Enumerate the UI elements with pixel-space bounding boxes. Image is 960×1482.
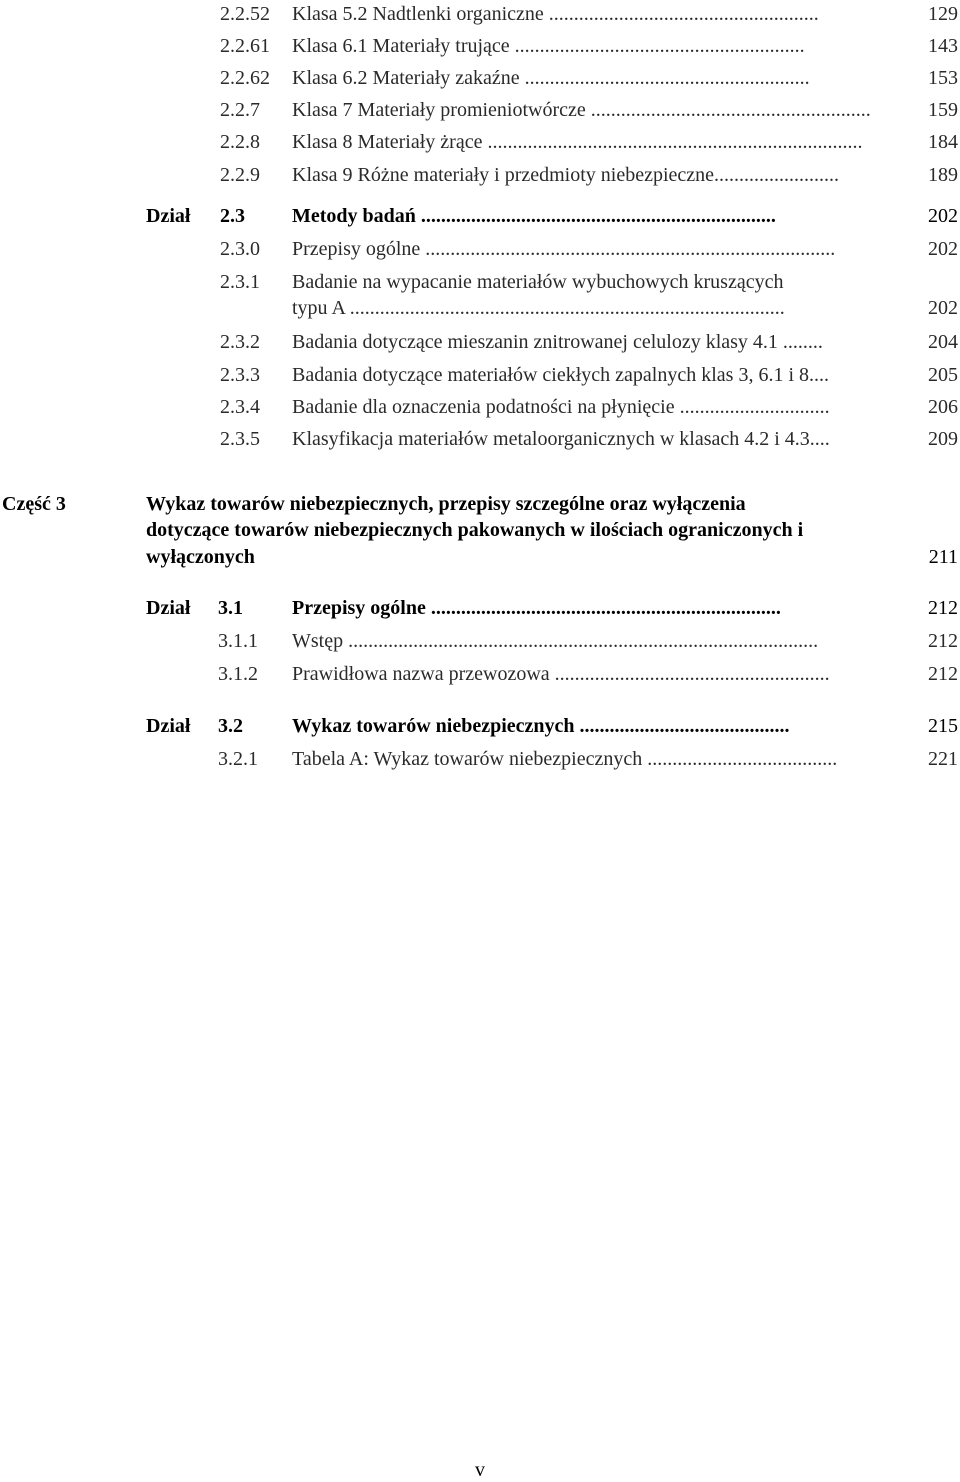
toc-title: Klasyfikacja materiałów metaloorganicznych w klasach 4.2 i 4.3....	[292, 428, 830, 450]
toc-number: 2.3.4	[220, 396, 260, 418]
toc-row-2-2-61[interactable]	[220, 34, 958, 58]
toc-page: 221	[928, 748, 958, 770]
toc-number: 3.2.1	[218, 748, 258, 770]
toc-number: 2.2.8	[220, 131, 260, 153]
toc-page: 205	[928, 364, 958, 386]
toc-number: 2.2.62	[220, 67, 270, 89]
toc-page: 129	[928, 3, 958, 25]
section-title: Wykaz towarów niebezpiecznych ..........................................	[292, 715, 790, 737]
part-label: Część 3	[2, 493, 66, 515]
toc-number: 2.2.7	[220, 99, 260, 121]
toc-number: 2.2.61	[220, 35, 270, 57]
toc-section-2-3[interactable]	[146, 204, 958, 228]
toc-title-continued: typu A .......................................................................................	[292, 297, 785, 319]
toc-number: 3.1.2	[218, 663, 258, 685]
toc-title: Badanie na wypacanie materiałów wybuchowych kruszących	[292, 271, 784, 293]
toc-title: Przepisy ogólne ..................................................................................	[292, 238, 836, 260]
section-number: 3.2	[218, 715, 243, 737]
part-title-line-2: dotyczące towarów niebezpiecznych pakowanych w ilościach ograniczonych i	[146, 519, 804, 541]
toc-page: 209	[928, 428, 958, 450]
toc-title: Prawidłowa nazwa przewozowa .......................................................	[292, 663, 830, 685]
toc-section-3-2[interactable]	[146, 714, 958, 738]
toc-title: Wstęp ..............................................................................................	[292, 630, 819, 652]
section-label: Dział	[146, 715, 191, 737]
toc-title: Badania dotyczące materiałów ciekłych zapalnych klas 3, 6.1 i 8....	[292, 364, 830, 386]
toc-page: 202	[928, 297, 958, 319]
toc-row-2-3-4[interactable]	[220, 395, 958, 419]
toc-title: Badanie dla oznaczenia podatności na płynięcie ..............................	[292, 396, 830, 418]
toc-row-2-3-2[interactable]	[220, 330, 958, 354]
toc-page: 202	[928, 238, 958, 260]
toc-number: 2.2.9	[220, 164, 260, 186]
toc-page: 189	[928, 164, 958, 186]
toc-title: Badania dotyczące mieszanin znitrowanej celulozy klasy 4.1 ........	[292, 331, 823, 353]
toc-title: Klasa 5.2 Nadtlenki organiczne ......................................................	[292, 3, 819, 25]
toc-row-2-2-8[interactable]	[220, 130, 958, 154]
toc-page: 153	[928, 67, 958, 89]
toc-row-3-2-1[interactable]	[218, 747, 958, 771]
toc-part-3[interactable]	[0, 492, 958, 572]
toc-page: 212	[928, 597, 958, 619]
toc-page: 202	[928, 205, 958, 227]
toc-number: 2.3.5	[220, 428, 260, 450]
toc-page: 211	[928, 546, 958, 568]
toc-row-2-2-52[interactable]	[220, 2, 958, 26]
toc-title: Klasa 9 Różne materiały i przedmioty niebezpieczne.........................	[292, 164, 840, 186]
toc-number: 2.3.0	[220, 238, 260, 260]
toc-row-2-2-9[interactable]	[220, 163, 958, 187]
toc-page: 184	[928, 131, 958, 153]
toc-row-2-3-5[interactable]	[220, 427, 958, 451]
section-number: 3.1	[218, 597, 243, 619]
toc-row-2-3-1-cont[interactable]	[220, 296, 958, 320]
toc-page: 215	[928, 715, 958, 737]
toc-page: 212	[928, 663, 958, 685]
toc-number: 3.1.1	[218, 630, 258, 652]
toc-number: 2.2.52	[220, 3, 270, 25]
toc-page: 143	[928, 35, 958, 57]
toc-title: Klasa 6.1 Materiały trujące ..........................................................	[292, 35, 805, 57]
section-title: Metody badań .......................................................................	[292, 205, 776, 227]
toc-row-2-3-3[interactable]	[220, 363, 958, 387]
toc-number: 2.3.3	[220, 364, 260, 386]
toc-row-2-3-1[interactable]	[220, 270, 958, 294]
toc-page: 212	[928, 630, 958, 652]
part-title-line-1: Wykaz towarów niebezpiecznych, przepisy szczególne oraz wyłączenia	[146, 493, 746, 515]
toc-row-3-1-2[interactable]	[218, 662, 958, 686]
toc-number: 2.3.2	[220, 331, 260, 353]
part-title-line-3: wyłączonych	[146, 546, 255, 568]
toc-title: Tabela A: Wykaz towarów niebezpiecznych ......................................	[292, 748, 838, 770]
toc-row-2-3-0[interactable]	[220, 237, 958, 261]
toc-row-2-2-62[interactable]	[220, 66, 958, 90]
toc-number: 2.3.1	[220, 271, 260, 293]
section-number: 2.3	[220, 205, 245, 227]
section-title: Przepisy ogólne ......................................................................	[292, 597, 781, 619]
section-label: Dział	[146, 597, 191, 619]
toc-row-3-1-1[interactable]	[218, 629, 958, 653]
page-number: v	[475, 1459, 485, 1481]
toc-page: 206	[928, 396, 958, 418]
toc-page: 204	[928, 331, 958, 353]
toc-page: 159	[928, 99, 958, 121]
toc-section-3-1[interactable]	[146, 596, 958, 620]
toc-title: Klasa 7 Materiały promieniotwórcze ........................................................	[292, 99, 871, 121]
toc-title: Klasa 6.2 Materiały zakaźne .........................................................	[292, 67, 810, 89]
section-label: Dział	[146, 205, 191, 227]
toc-row-2-2-7[interactable]	[220, 98, 958, 122]
toc-title: Klasa 8 Materiały żrące ...........................................................................	[292, 131, 863, 153]
